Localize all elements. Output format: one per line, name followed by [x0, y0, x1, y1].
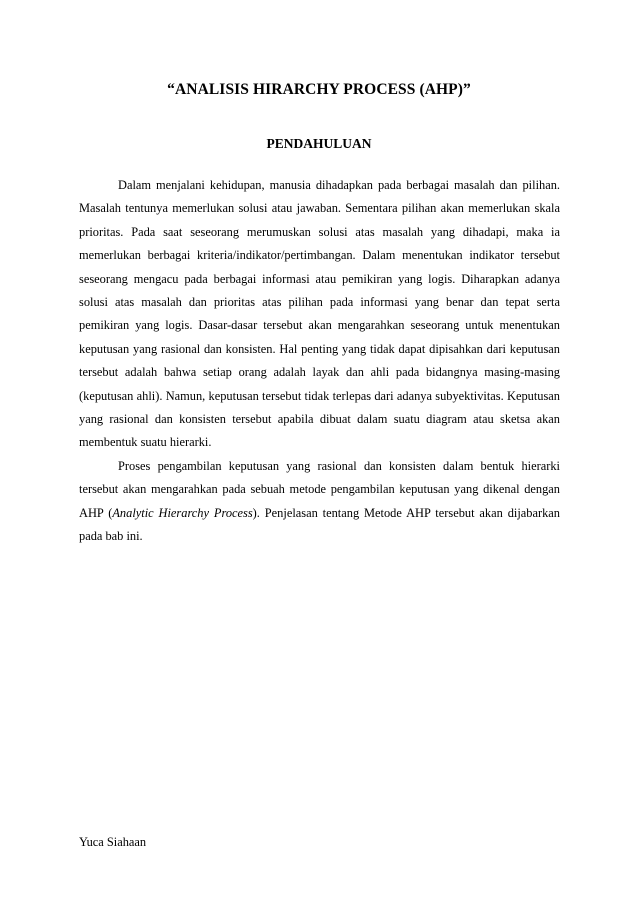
footer-author: Yuca Siahaan [79, 835, 147, 849]
paragraph-2-italic-term: Analytic Hierarchy Process [112, 505, 253, 520]
body-text [79, 174, 560, 549]
section-heading: PENDAHULUAN [266, 136, 372, 151]
paragraph-2-part-2: ). Penjelasan tentang Metode AHP tersebut akan dijabarkan pada bab ini. [79, 505, 560, 544]
paragraph-2-part-1: Proses pengambilan keputusan yang rasional dan konsisten dalam bentuk hierarki tersebut akan mengarahkan pada sebuah metode pengambilan keputusan yang dikenal dengan AHP ( [79, 458, 560, 520]
paragraph-2 [79, 455, 560, 549]
paragraph-1: Dalam menjalani kehidupan, manusia dihadapkan pada berbagai masalah dan pilihan. Masalah tentunya memerlukan solusi atau jawaban. Sementara pilihan akan memerlukan skala prioritas. Pada saat seseorang merumuskan solusi atas masalah yang dihadapi, maka ia memerlukan berbagai kriteria/indikator/pertimbangan. Dalam menentukan indikator tersebut seseorang mengacu pada berbagai informasi atau pemikiran yang logis. Diharapkan adanya solusi atas masalah dan prioritas atas pilihan pada informasi yang benar dan tepat serta pemikiran yang logis. Dasar-dasar tersebut akan mengarahkan seseorang untuk menentukan keputusan yang rasional dan konsisten. Hal penting yang tidak dapat dipisahkan dari keputusan tersebut adalah bahwa setiap orang adalah layak dan ahli pada bidangnya masing-masing (keputusan ahli). Namun, keputusan tersebut tidak terlepas dari adanya subyektivitas. Keputusan yang rasional dan konsisten tersebut apabila dibuat dalam suatu diagram atau sketsa akan membentuk suatu hierarki. [79, 178, 560, 450]
document-title: “ANALISIS HIRARCHY PROCESS (AHP)” [167, 81, 471, 98]
